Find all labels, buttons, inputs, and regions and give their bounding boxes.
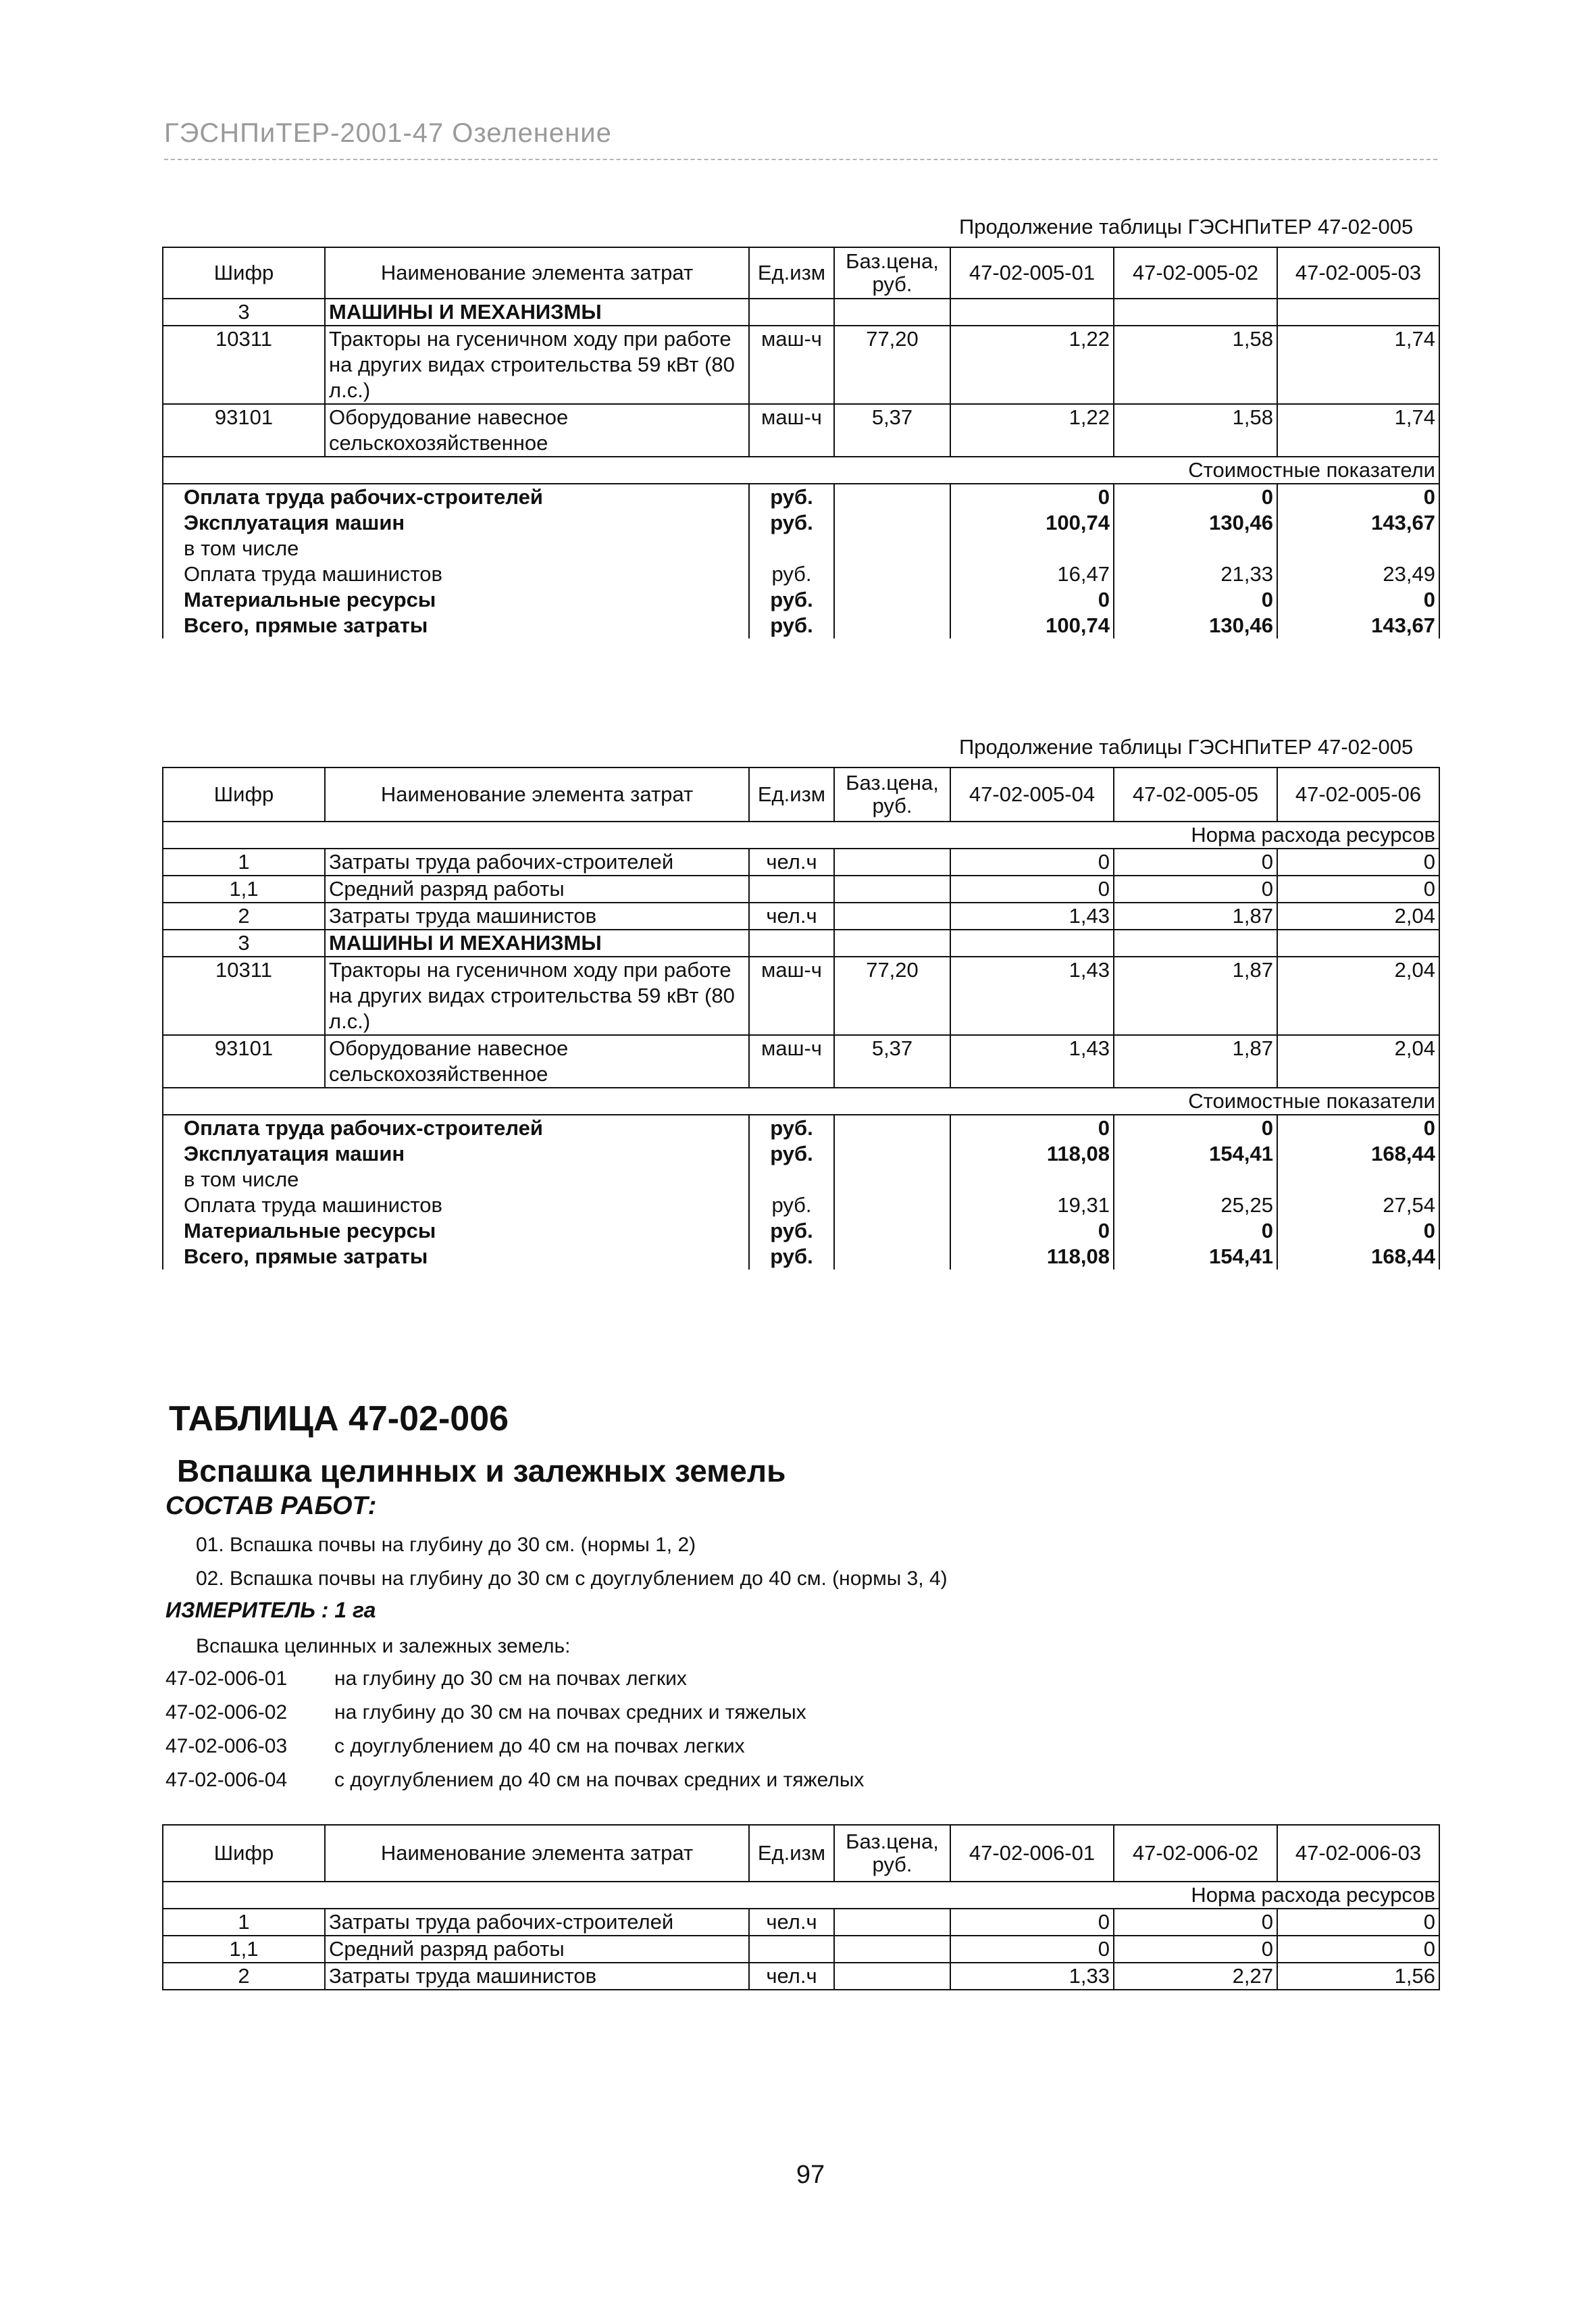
cost-value: 154,41 bbox=[1114, 1244, 1277, 1269]
cost-value: 130,46 bbox=[1114, 510, 1277, 536]
row-unit bbox=[749, 876, 834, 903]
row-name: Тракторы на гусеничном ходу при работе на других видах строительства 59 кВт (80 л.с.) bbox=[325, 957, 749, 1035]
cost-name: Всего, прямые затраты bbox=[163, 613, 749, 638]
row-value: 2,04 bbox=[1277, 1035, 1439, 1088]
cost-price bbox=[834, 1115, 950, 1141]
row-unit: чел.ч bbox=[749, 903, 834, 930]
table-row bbox=[163, 876, 1439, 903]
col-header-code: Шифр bbox=[163, 768, 325, 822]
cost-name: Материальные ресурсы bbox=[163, 587, 749, 613]
row-name: Затраты труда машинистов bbox=[325, 1963, 749, 1990]
item-desc: на глубину до 30 см на почвах средних и тяжелых bbox=[334, 1701, 806, 1724]
col-header-code-1: 47-02-006-01 bbox=[950, 1825, 1114, 1882]
row-code: 1 bbox=[163, 1909, 325, 1936]
row-value: 1,43 bbox=[950, 957, 1114, 1035]
row-value: 1,87 bbox=[1114, 903, 1277, 930]
cost-price bbox=[834, 613, 950, 638]
table-subtitle: Вспашка целинных и залежных земель bbox=[177, 1453, 786, 1488]
row-value: 1,33 bbox=[950, 1963, 1114, 1990]
cost-value: 143,67 bbox=[1277, 510, 1439, 536]
cost-name: Эксплуатация машин bbox=[163, 1141, 749, 1167]
row-value: 1,22 bbox=[950, 326, 1114, 404]
cost-unit bbox=[749, 536, 834, 561]
row-name: Тракторы на гусеничном ходу при работе на других видах строительства 59 кВт (80 л.с.) bbox=[325, 326, 749, 404]
row-name: МАШИНЫ И МЕХАНИЗМЫ bbox=[325, 930, 749, 957]
row-price bbox=[834, 876, 950, 903]
row-name: Оборудование навесное сельскохозяйственное bbox=[325, 404, 749, 457]
row-code: 2 bbox=[163, 1963, 325, 1990]
row-value: 1,58 bbox=[1114, 404, 1277, 457]
cost-unit bbox=[749, 1167, 834, 1192]
col-header-code-2: 47-02-006-02 bbox=[1114, 1825, 1277, 1882]
row-value: 2,04 bbox=[1277, 903, 1439, 930]
col-header-unit: Ед.изм bbox=[749, 247, 834, 299]
table-header-row bbox=[163, 247, 1439, 299]
page-header: ГЭСНПиТЕР-2001-47 Озеленение bbox=[164, 118, 1437, 160]
row-value bbox=[1114, 299, 1277, 326]
cost-unit: руб. bbox=[749, 1244, 834, 1269]
cost-value: 168,44 bbox=[1277, 1141, 1439, 1167]
row-value bbox=[950, 930, 1114, 957]
table-row bbox=[163, 1035, 1439, 1088]
row-price bbox=[834, 849, 950, 876]
row-value: 0 bbox=[950, 1909, 1114, 1936]
col-header-price: Баз.цена, руб. bbox=[834, 1825, 950, 1882]
cost-unit: руб. bbox=[749, 1141, 834, 1167]
cost-value: 0 bbox=[1277, 1115, 1439, 1141]
col-header-code-2: 47-02-005-02 bbox=[1114, 247, 1277, 299]
table2-resource-rows bbox=[163, 849, 1439, 1088]
cost-value: 0 bbox=[950, 587, 1114, 613]
row-code: 2 bbox=[163, 903, 325, 930]
table-title: ТАБЛИЦА 47-02-006 bbox=[169, 1399, 509, 1438]
cost-value: 118,08 bbox=[950, 1141, 1114, 1167]
cost-price bbox=[834, 1192, 950, 1218]
cost-value: 0 bbox=[950, 1115, 1114, 1141]
cost-unit: руб. bbox=[749, 510, 834, 536]
cost-value: 118,08 bbox=[950, 1244, 1114, 1269]
col-header-price: Баз.цена, руб. bbox=[834, 247, 950, 299]
cost-row bbox=[163, 1167, 1439, 1192]
cost-name: Оплата труда машинистов bbox=[163, 1192, 749, 1218]
row-price bbox=[834, 1963, 950, 1990]
col-header-unit: Ед.изм bbox=[749, 1825, 834, 1882]
cost-value: 19,31 bbox=[950, 1192, 1114, 1218]
cost-row bbox=[163, 484, 1439, 510]
item-desc: с доуглублением до 40 см на почвах средних и тяжелых bbox=[334, 1769, 865, 1791]
row-value: 0 bbox=[1277, 876, 1439, 903]
section-row bbox=[163, 457, 1439, 484]
cost-value bbox=[1277, 1167, 1439, 1192]
item-code: 47-02-006-04 bbox=[165, 1769, 288, 1791]
table1-continuation-label: Продолжение таблицы ГЭСНПиТЕР 47-02-005 bbox=[959, 215, 1414, 238]
row-code: 10311 bbox=[163, 957, 325, 1035]
row-price: 5,37 bbox=[834, 404, 950, 457]
table-row bbox=[163, 1963, 1439, 1990]
cost-value: 0 bbox=[1277, 587, 1439, 613]
norm-label: Норма расхода ресурсов bbox=[163, 1882, 1439, 1909]
cost-row bbox=[163, 1218, 1439, 1244]
row-code: 93101 bbox=[163, 404, 325, 457]
section-label: Стоимостные показатели bbox=[163, 1088, 1439, 1115]
row-code: 10311 bbox=[163, 326, 325, 404]
row-value: 2,04 bbox=[1277, 957, 1439, 1035]
norm-row bbox=[163, 822, 1439, 849]
row-name: Средний разряд работы bbox=[325, 876, 749, 903]
section-row bbox=[163, 1088, 1439, 1115]
cost-value bbox=[950, 1167, 1114, 1192]
cost-row bbox=[163, 1141, 1439, 1167]
cost-price bbox=[834, 587, 950, 613]
cost-row bbox=[163, 510, 1439, 536]
col-header-unit: Ед.изм bbox=[749, 768, 834, 822]
cost-value: 0 bbox=[1114, 1218, 1277, 1244]
row-value: 2,27 bbox=[1114, 1963, 1277, 1990]
row-code: 1 bbox=[163, 849, 325, 876]
table-row bbox=[163, 930, 1439, 957]
row-value: 1,56 bbox=[1277, 1963, 1439, 1990]
cost-unit: руб. bbox=[749, 587, 834, 613]
cost-row bbox=[163, 613, 1439, 638]
section-label: Стоимостные показатели bbox=[163, 457, 1439, 484]
table-row bbox=[163, 404, 1439, 457]
cost-value: 100,74 bbox=[950, 613, 1114, 638]
row-value: 0 bbox=[950, 876, 1114, 903]
cost-value: 27,54 bbox=[1277, 1192, 1439, 1218]
cost-unit: руб. bbox=[749, 484, 834, 510]
work-item-1: 01. Вспашка почвы на глубину до 30 см. (нормы 1, 2) bbox=[196, 1534, 696, 1556]
row-code: 93101 bbox=[163, 1035, 325, 1088]
composition-label: СОСТАВ РАБОТ: bbox=[165, 1492, 377, 1520]
row-value bbox=[1114, 930, 1277, 957]
row-code: 3 bbox=[163, 930, 325, 957]
row-value: 1,87 bbox=[1114, 1035, 1277, 1088]
cost-value: 21,33 bbox=[1114, 561, 1277, 587]
row-name: Затраты труда рабочих-строителей bbox=[325, 1909, 749, 1936]
row-value: 0 bbox=[950, 849, 1114, 876]
table3-resource-rows bbox=[163, 1909, 1439, 1990]
row-value bbox=[1277, 299, 1439, 326]
table-header-row bbox=[163, 768, 1439, 822]
row-value bbox=[950, 299, 1114, 326]
table-47-02-005-part1 bbox=[162, 247, 1440, 638]
cost-name: в том числе bbox=[163, 536, 749, 561]
col-header-code-2: 47-02-005-05 bbox=[1114, 768, 1277, 822]
table-47-02-006 bbox=[162, 1824, 1440, 1990]
cost-row bbox=[163, 536, 1439, 561]
table-row bbox=[163, 903, 1439, 930]
row-value: 1,74 bbox=[1277, 404, 1439, 457]
cost-unit: руб. bbox=[749, 613, 834, 638]
col-header-code-3: 47-02-006-03 bbox=[1277, 1825, 1439, 1882]
table-row bbox=[163, 849, 1439, 876]
row-value: 1,74 bbox=[1277, 326, 1439, 404]
cost-value: 130,46 bbox=[1114, 613, 1277, 638]
cost-row bbox=[163, 587, 1439, 613]
row-price bbox=[834, 299, 950, 326]
work-item-2: 02. Вспашка почвы на глубину до 30 см с доуглублением до 40 см. (нормы 3, 4) bbox=[196, 1567, 948, 1590]
row-value: 0 bbox=[1114, 1936, 1277, 1963]
cost-unit: руб. bbox=[749, 1218, 834, 1244]
cost-name: Эксплуатация машин bbox=[163, 510, 749, 536]
row-price: 77,20 bbox=[834, 326, 950, 404]
row-unit: маш-ч bbox=[749, 404, 834, 457]
cost-value: 25,25 bbox=[1114, 1192, 1277, 1218]
cost-name: Всего, прямые затраты bbox=[163, 1244, 749, 1269]
row-name: Оборудование навесное сельскохозяйственное bbox=[325, 1035, 749, 1088]
item-code: 47-02-006-02 bbox=[165, 1701, 288, 1724]
item-code: 47-02-006-03 bbox=[165, 1735, 288, 1757]
row-unit: маш-ч bbox=[749, 957, 834, 1035]
cost-unit: руб. bbox=[749, 1115, 834, 1141]
row-unit bbox=[749, 930, 834, 957]
cost-value bbox=[1114, 536, 1277, 561]
col-header-name: Наименование элемента затрат bbox=[325, 247, 749, 299]
cost-value: 154,41 bbox=[1114, 1141, 1277, 1167]
item-code: 47-02-006-01 bbox=[165, 1667, 288, 1690]
row-value bbox=[1277, 930, 1439, 957]
item-desc: на глубину до 30 см на почвах легких bbox=[334, 1667, 687, 1690]
row-code: 1,1 bbox=[163, 876, 325, 903]
row-price bbox=[834, 1909, 950, 1936]
cost-price bbox=[834, 1244, 950, 1269]
row-value: 1,43 bbox=[950, 1035, 1114, 1088]
table-row bbox=[163, 1909, 1439, 1936]
cost-unit: руб. bbox=[749, 1192, 834, 1218]
cost-name: Оплата труда машинистов bbox=[163, 561, 749, 587]
row-price bbox=[834, 903, 950, 930]
row-unit: чел.ч bbox=[749, 849, 834, 876]
table-header-row bbox=[163, 1825, 1439, 1882]
row-value: 0 bbox=[1114, 876, 1277, 903]
list-intro: Вспашка целинных и залежных земель: bbox=[196, 1635, 571, 1657]
row-price bbox=[834, 1936, 950, 1963]
table1-cost-rows bbox=[163, 484, 1439, 638]
col-header-code-1: 47-02-005-04 bbox=[950, 768, 1114, 822]
table-row bbox=[163, 1936, 1439, 1963]
row-value: 0 bbox=[1114, 1909, 1277, 1936]
row-value: 0 bbox=[950, 1936, 1114, 1963]
row-value: 0 bbox=[1277, 849, 1439, 876]
cost-row bbox=[163, 1115, 1439, 1141]
col-header-code: Шифр bbox=[163, 1825, 325, 1882]
cost-price bbox=[834, 1167, 950, 1192]
row-unit: чел.ч bbox=[749, 1909, 834, 1936]
col-header-name: Наименование элемента затрат bbox=[325, 768, 749, 822]
cost-name: Оплата труда рабочих-строителей bbox=[163, 484, 749, 510]
row-value: 1,58 bbox=[1114, 326, 1277, 404]
row-value: 1,87 bbox=[1114, 957, 1277, 1035]
cost-price bbox=[834, 484, 950, 510]
cost-price bbox=[834, 536, 950, 561]
col-header-name: Наименование элемента затрат bbox=[325, 1825, 749, 1882]
row-code: 1,1 bbox=[163, 1936, 325, 1963]
page-number: 97 bbox=[796, 2161, 825, 2189]
row-value: 0 bbox=[1114, 849, 1277, 876]
cost-value: 16,47 bbox=[950, 561, 1114, 587]
row-value: 0 bbox=[1277, 1936, 1439, 1963]
cost-unit: руб. bbox=[749, 561, 834, 587]
cost-value: 0 bbox=[950, 484, 1114, 510]
cost-price bbox=[834, 510, 950, 536]
cost-value: 0 bbox=[1114, 484, 1277, 510]
cost-name: Материальные ресурсы bbox=[163, 1218, 749, 1244]
row-unit: маш-ч bbox=[749, 326, 834, 404]
table-row bbox=[163, 326, 1439, 404]
cost-value: 143,67 bbox=[1277, 613, 1439, 638]
row-price bbox=[834, 930, 950, 957]
row-price: 77,20 bbox=[834, 957, 950, 1035]
row-price: 5,37 bbox=[834, 1035, 950, 1088]
table-row bbox=[163, 299, 1439, 326]
row-value: 1,22 bbox=[950, 404, 1114, 457]
table1-resource-rows bbox=[163, 299, 1439, 457]
table2-continuation-label: Продолжение таблицы ГЭСНПиТЕР 47-02-005 bbox=[959, 735, 1414, 759]
item-desc: с доуглублением до 40 см на почвах легких bbox=[334, 1735, 745, 1757]
row-unit: маш-ч bbox=[749, 1035, 834, 1088]
col-header-code-3: 47-02-005-03 bbox=[1277, 247, 1439, 299]
row-name: Средний разряд работы bbox=[325, 1936, 749, 1963]
cost-value: 100,74 bbox=[950, 510, 1114, 536]
row-unit bbox=[749, 299, 834, 326]
cost-row bbox=[163, 1192, 1439, 1218]
meter-label: ИЗМЕРИТЕЛЬ : 1 га bbox=[165, 1598, 376, 1622]
col-header-code: Шифр bbox=[163, 247, 325, 299]
row-code: 3 bbox=[163, 299, 325, 326]
cost-value bbox=[950, 536, 1114, 561]
row-value: 0 bbox=[1277, 1909, 1439, 1936]
table-47-02-005-part2 bbox=[162, 767, 1440, 1269]
cost-name: в том числе bbox=[163, 1167, 749, 1192]
row-name: Затраты труда рабочих-строителей bbox=[325, 849, 749, 876]
cost-value bbox=[1114, 1167, 1277, 1192]
cost-value: 0 bbox=[1114, 587, 1277, 613]
cost-value: 0 bbox=[1277, 484, 1439, 510]
row-unit: чел.ч bbox=[749, 1963, 834, 1990]
cost-name: Оплата труда рабочих-строителей bbox=[163, 1115, 749, 1141]
cost-price bbox=[834, 1141, 950, 1167]
cost-value: 0 bbox=[950, 1218, 1114, 1244]
row-name: Затраты труда машинистов bbox=[325, 903, 749, 930]
cost-value: 0 bbox=[1277, 1218, 1439, 1244]
cost-price bbox=[834, 1218, 950, 1244]
table-row bbox=[163, 957, 1439, 1035]
cost-value: 0 bbox=[1114, 1115, 1277, 1141]
row-value: 1,43 bbox=[950, 903, 1114, 930]
cost-price bbox=[834, 561, 950, 587]
row-unit bbox=[749, 1936, 834, 1963]
norm-row bbox=[163, 1882, 1439, 1909]
cost-value: 23,49 bbox=[1277, 561, 1439, 587]
cost-value bbox=[1277, 536, 1439, 561]
cost-row bbox=[163, 561, 1439, 587]
col-header-code-3: 47-02-005-06 bbox=[1277, 768, 1439, 822]
cost-row bbox=[163, 1244, 1439, 1269]
norm-label: Норма расхода ресурсов bbox=[163, 822, 1439, 849]
table2-cost-rows bbox=[163, 1115, 1439, 1269]
cost-value: 168,44 bbox=[1277, 1244, 1439, 1269]
row-name: МАШИНЫ И МЕХАНИЗМЫ bbox=[325, 299, 749, 326]
col-header-code-1: 47-02-005-01 bbox=[950, 247, 1114, 299]
col-header-price: Баз.цена, руб. bbox=[834, 768, 950, 822]
